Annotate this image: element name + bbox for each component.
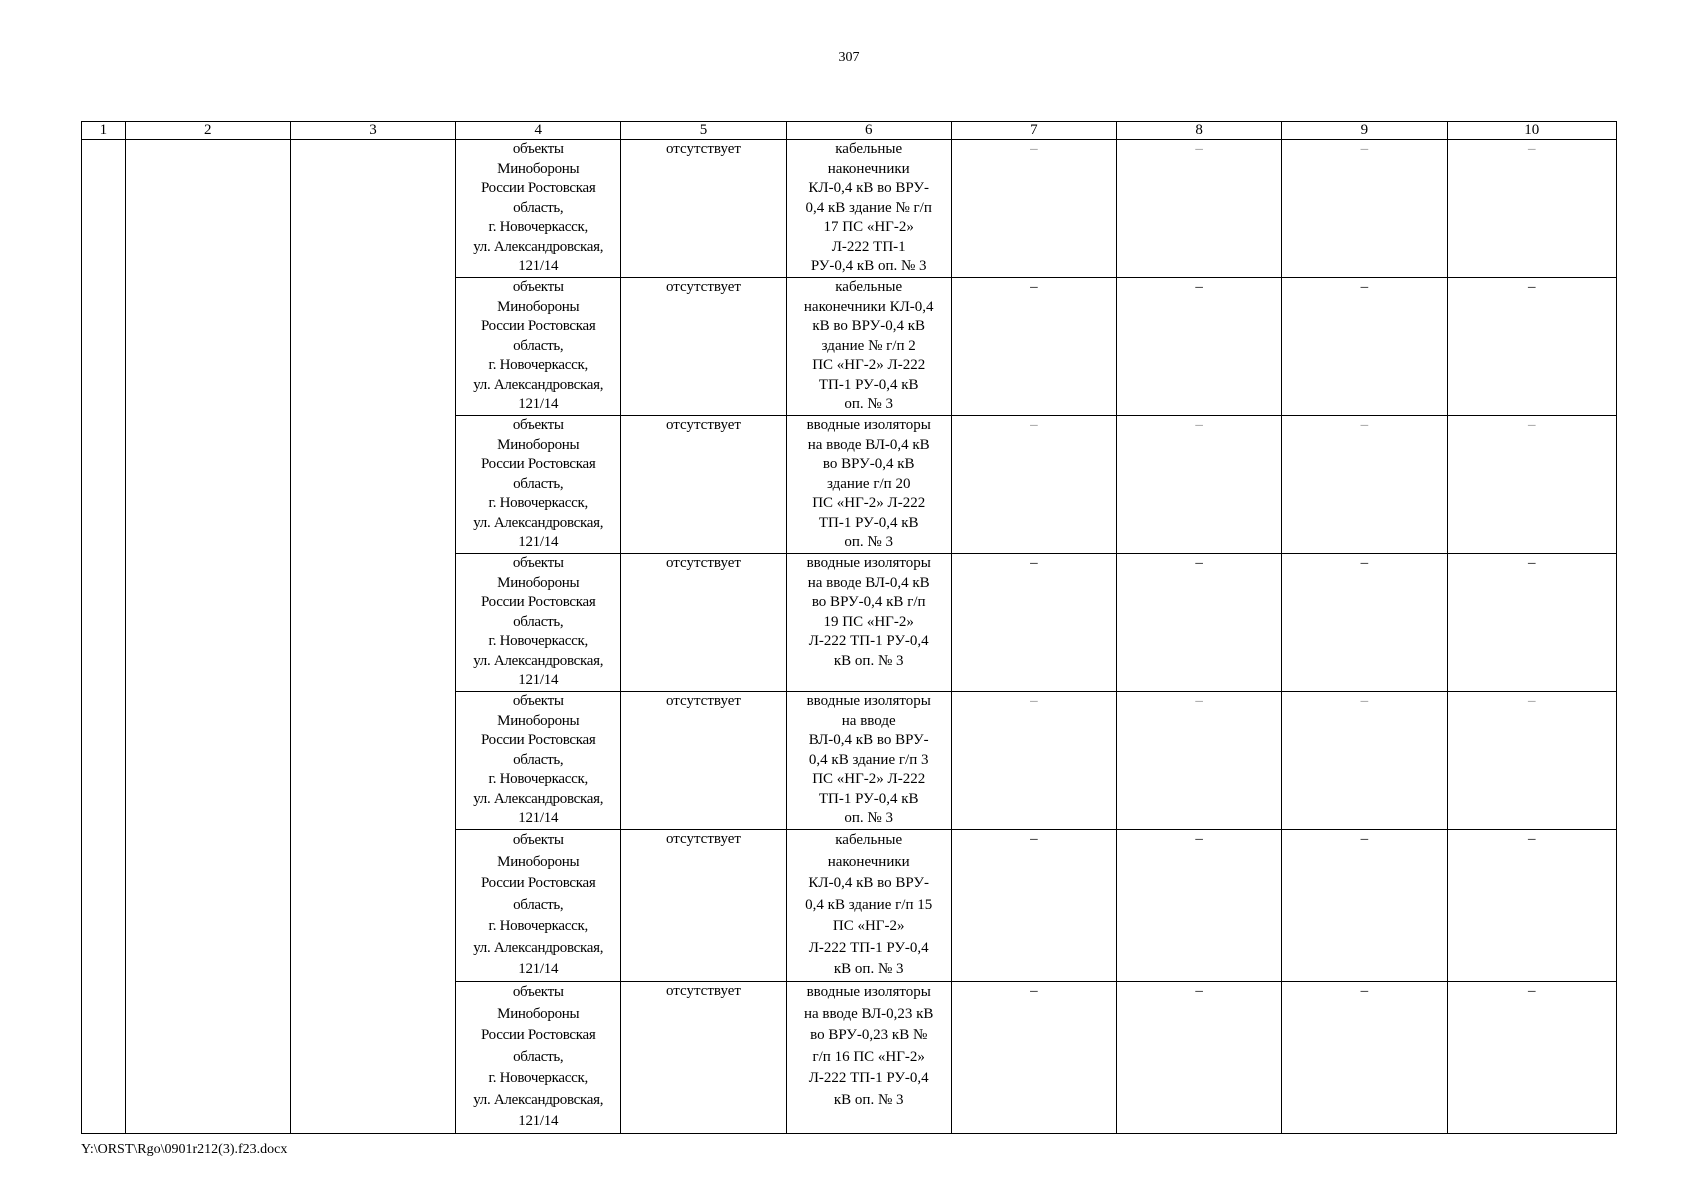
equipment-description-cell: кабельные наконечники КЛ-0,4 кВ во ВРУ-0,4 кВ здание № г/п 2 ПС «НГ-2» Л-222 ТП-1 РУ-0,4 кВ оп. № 3: [786, 278, 951, 416]
dash-cell: –: [951, 692, 1116, 830]
dash-cell: –: [1447, 982, 1616, 1134]
column-header-8: 8: [1117, 122, 1282, 140]
status-cell: отсутствует: [621, 692, 786, 830]
column-header-2: 2: [125, 122, 290, 140]
dash-cell: –: [951, 554, 1116, 692]
dash-cell: –: [1117, 140, 1282, 278]
dash-cell: –: [1282, 830, 1447, 982]
dash-cell: –: [1447, 140, 1616, 278]
object-address-cell: объекты Минобороны России Ростовская область, г. Новочеркасск, ул. Александровская, 121/14: [456, 692, 621, 830]
dash-cell: –: [951, 416, 1116, 554]
column-header-5: 5: [621, 122, 786, 140]
equipment-description-cell: вводные изоляторы на вводе ВЛ-0,23 кВ во ВРУ-0,23 кВ № г/п 16 ПС «НГ-2» Л-222 ТП-1 РУ-0,4 кВ оп. № 3: [786, 982, 951, 1134]
dash-cell: –: [951, 278, 1116, 416]
page-number: 307: [838, 50, 860, 65]
dash-cell: –: [1282, 416, 1447, 554]
column-number-row: [82, 122, 1617, 140]
column-header-6: 6: [786, 122, 951, 140]
cell-col1-merged: [82, 140, 126, 1134]
dash-cell: –: [951, 830, 1116, 982]
column-header-9: 9: [1282, 122, 1447, 140]
dash-cell: –: [1117, 982, 1282, 1134]
column-header-1: 1: [82, 122, 126, 140]
dash-cell: –: [1282, 692, 1447, 830]
status-cell: отсутствует: [621, 416, 786, 554]
dash-cell: –: [1282, 982, 1447, 1134]
dash-cell: –: [1282, 140, 1447, 278]
dash-cell: –: [1447, 554, 1616, 692]
equipment-description-cell: кабельные наконечники КЛ-0,4 кВ во ВРУ- 0,4 кВ здание № г/п 17 ПС «НГ-2» Л-222 ТП-1 РУ-0,4 кВ оп. № 3: [786, 140, 951, 278]
object-address-cell: объекты Минобороны России Ростовская область, г. Новочеркасск, ул. Александровская, 121/14: [456, 554, 621, 692]
dash-cell: –: [1117, 554, 1282, 692]
dash-cell: –: [951, 982, 1116, 1134]
dash-cell: –: [1447, 278, 1616, 416]
equipment-description-cell: кабельные наконечники КЛ-0,4 кВ во ВРУ- 0,4 кВ здание г/п 15 ПС «НГ-2» Л-222 ТП-1 РУ-0,4 кВ оп. № 3: [786, 830, 951, 982]
column-header-4: 4: [456, 122, 621, 140]
object-address-cell: объекты Минобороны России Ростовская область, г. Новочеркасск, ул. Александровская, 121/14: [456, 140, 621, 278]
dash-cell: –: [1447, 830, 1616, 982]
object-address-cell: объекты Минобороны России Ростовская область, г. Новочеркасск, ул. Александровская, 121/14: [456, 982, 621, 1134]
dash-cell: –: [1282, 554, 1447, 692]
status-cell: отсутствует: [621, 140, 786, 278]
status-cell: отсутствует: [621, 278, 786, 416]
object-address-cell: объекты Минобороны России Ростовская область, г. Новочеркасск, ул. Александровская, 121/14: [456, 416, 621, 554]
column-header-10: 10: [1447, 122, 1616, 140]
column-header-7: 7: [951, 122, 1116, 140]
dash-cell: –: [1117, 278, 1282, 416]
document-table: [81, 121, 1617, 1134]
equipment-description-cell: вводные изоляторы на вводе ВЛ-0,4 кВ во ВРУ-0,4 кВ здание г/п 20 ПС «НГ-2» Л-222 ТП-1 РУ-0,4 кВ оп. № 3: [786, 416, 951, 554]
dash-cell: –: [1447, 692, 1616, 830]
dash-cell: –: [1117, 416, 1282, 554]
object-address-cell: объекты Минобороны России Ростовская область, г. Новочеркасск, ул. Александровская, 121/14: [456, 278, 621, 416]
equipment-description-cell: вводные изоляторы на вводе ВЛ-0,4 кВ во ВРУ-0,4 кВ г/п 19 ПС «НГ-2» Л-222 ТП-1 РУ-0,4 кВ оп. № 3: [786, 554, 951, 692]
status-cell: отсутствует: [621, 830, 786, 982]
dash-cell: –: [1117, 692, 1282, 830]
column-header-3: 3: [290, 122, 455, 140]
equipment-description-cell: вводные изоляторы на вводе ВЛ-0,4 кВ во ВРУ- 0,4 кВ здание г/п 3 ПС «НГ-2» Л-222 ТП-1 РУ-0,4 кВ оп. № 3: [786, 692, 951, 830]
dash-cell: –: [1282, 278, 1447, 416]
cell-col2-merged: [125, 140, 290, 1134]
object-address-cell: объекты Минобороны России Ростовская область, г. Новочеркасск, ул. Александровская, 121/14: [456, 830, 621, 982]
cell-col3-merged: [290, 140, 455, 1134]
dash-cell: –: [1117, 830, 1282, 982]
status-cell: отсутствует: [621, 554, 786, 692]
file-path-footer: Y:\ORST\Rgo\0901r212(3).f23.docx: [81, 1142, 288, 1157]
dash-cell: –: [951, 140, 1116, 278]
dash-cell: –: [1447, 416, 1616, 554]
status-cell: отсутствует: [621, 982, 786, 1134]
table-row: [82, 140, 1617, 278]
